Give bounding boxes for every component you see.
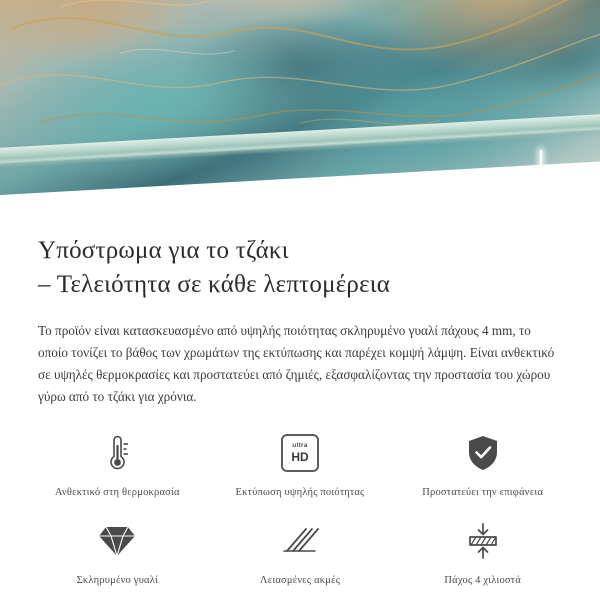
sparkle-small-icon [556, 178, 582, 204]
shield-check-icon [460, 430, 506, 476]
feature-label: Σκληρυμένο γυαλί [76, 575, 159, 586]
hero-image [0, 0, 600, 212]
feature-item-polished-edges [209, 518, 392, 588]
feature-item-tempered-glass [26, 518, 209, 588]
ultra-hd-badge-top-text: ultra [292, 442, 308, 450]
feature-label: Ανθεκτικό στη θερμοκρασία [54, 487, 180, 498]
ultra-hd-badge-bottom-text: HD [291, 449, 309, 464]
feature-label: Πάχος 4 χιλιοστά [444, 575, 521, 586]
page-title-line-1: Υπόστρωμα για το τζάκι [38, 237, 289, 264]
feature-label: Λειασμένες ακμές [259, 575, 341, 586]
feature-item-print-quality [209, 430, 392, 500]
thickness-arrows-icon [460, 518, 506, 564]
feature-label: Εκτύπωση υψηλής ποιότητας [235, 487, 365, 498]
feature-grid [0, 430, 600, 588]
text-content [0, 212, 600, 408]
ultra-hd-badge [281, 434, 319, 472]
ultra-hd-badge-icon [277, 430, 323, 476]
polished-edges-icon [277, 518, 323, 564]
page-title-line-2: – Τελειότητα σε κάθε λεπτομέρεια [38, 271, 391, 298]
thermometer-icon [94, 430, 140, 476]
page-title [38, 234, 562, 302]
marble-gold-veins-icon [0, 0, 600, 195]
hero-image-canvas [0, 0, 600, 212]
feature-item-thickness [391, 518, 574, 588]
feature-item-temperature [26, 430, 209, 500]
feature-label: Προστατεύει την επιφάνεια [422, 487, 544, 498]
product-description-text: Το προϊόν είναι κατασκευασμένο από υψηλής ποιότητας σκληρυμένο γυαλί πάχους 4 mm, το οποίο τονίζει το βάθος των χρωμάτων της εκτύπωσης και παρέχει κομψή λάμψη. Είναι ανθεκτικό σε υψηλές θερμοκρασίες και προστατεύει από ζημιές, εξασφαλίζοντας την προστασία του χώρου γύρω από το τζάκι για χρόνια. [38, 323, 555, 404]
diamond-icon [94, 518, 140, 564]
feature-item-surface-protection [391, 430, 574, 500]
